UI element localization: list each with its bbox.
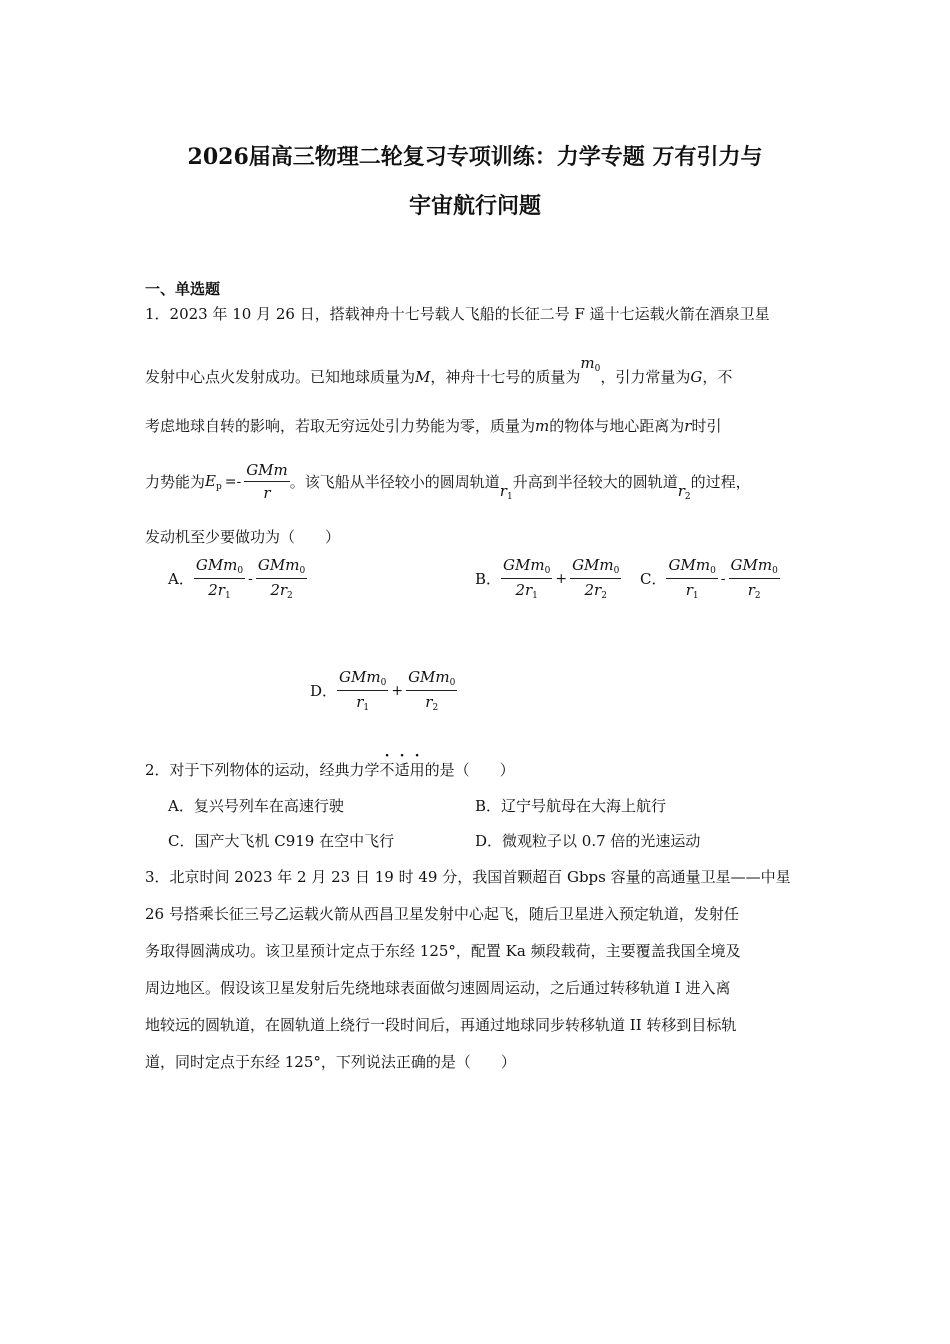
page-title-line1: 2026届高三物理二轮复习专项训练：力学专题 万有引力与 (187, 144, 763, 170)
ep-fraction: $\frac{\text{GMm}}{r}$ (246, 461, 288, 502)
var-m: m (535, 417, 550, 435)
q2-option-a[interactable]: A．复兴号列车在高速行驶 (168, 797, 344, 815)
q1-line2: 发射中心点火发射成功。已知地球质量为M，神舟十七号的质量为$m_0$，引力常量为G，不 (145, 354, 733, 386)
q1-option-b[interactable]: B． $\frac{GMm_0}{2r_1}$ + $\frac{GMm_0}{2r_2}$ (475, 556, 620, 601)
q2-option-d[interactable]: D．微观粒子以 0.7 倍的光速运动 (475, 832, 701, 850)
var-r2: $r_2$ (677, 481, 691, 502)
q1-option-a[interactable]: A． $\frac{GMm_0}{2r_1}$ - $\frac{GMm_0}{2r_2}$ (168, 556, 306, 601)
q3-line5: 地较远的圆轨道，在圆轨道上绕行一段时间后，再通过地球同步转移轨道 II 转移到目标轨 (145, 1016, 737, 1034)
q1-line5: 发动机至少要做功为（ ） (145, 528, 341, 546)
q1-line4: 力势能为$E_p$ =- $\frac{\text{GMm}}{r}$ 。该飞船从半径较小的圆周轨道$r_1$升高到半径较大的圆轨道$r_2$的过程， (145, 461, 751, 502)
q2-stem: 2．对于下列物体的运动，经典力学不适用的是（ ） (145, 761, 515, 779)
q3-line1: 3．北京时间 2023 年 2 月 23 日 19 时 49 分，我国首颗超百 Gbps 容量的高通量卫星——中星 (145, 868, 791, 886)
page-title-line2: 宇宙航行问题 (408, 193, 541, 219)
var-G: G (690, 368, 703, 386)
q1-line1: 1．2023 年 10 月 26 日，搭载神舟十七号载人飞船的长征二号 F 遥十七运载火箭在酒泉卫星 (145, 305, 770, 323)
section-heading: 一、单选题 (145, 280, 221, 298)
var-r1: $r_1$ (499, 481, 513, 502)
var-r: r (684, 417, 692, 435)
q1-line3: 考虑地球自转的影响，若取无穷远处引力势能为零，质量为m的物体与地心距离为r时引 (145, 417, 722, 435)
var-Ep: $E_p$ (205, 471, 222, 492)
q1-option-c[interactable]: C． $\frac{GMm_0}{r_1}$ - $\frac{GMm_0}{r_2}$ (640, 556, 778, 601)
q2-option-c[interactable]: C．国产大飞机 C919 在空中飞行 (168, 832, 395, 850)
var-M: M (415, 368, 431, 386)
var-m0: $m_0$ (580, 354, 601, 374)
q2-option-b[interactable]: B．辽宁号航母在大海上航行 (475, 797, 667, 815)
q3-line6: 道，同时定点于东经 125°，下列说法正确的是（ ） (145, 1053, 516, 1071)
q3-line3: 务取得圆满成功。该卫星预计定点于东经 125°，配置 Ka 频段载荷，主要覆盖我国全境及 (145, 942, 741, 960)
q3-line2: 26 号搭乘长征三号乙运载火箭从西昌卫星发射中心起飞，随后卫星进入预定轨道，发射任 (145, 905, 739, 923)
q3-line4: 周边地区。假设该卫星发射后先绕地球表面做匀速圆周运动，之后通过转移轨道 I 进入离 (145, 979, 731, 997)
q1-option-d[interactable]: D． $\frac{GMm_0}{r_1}$ + $\frac{GMm_0}{r_2}$ (310, 668, 456, 713)
